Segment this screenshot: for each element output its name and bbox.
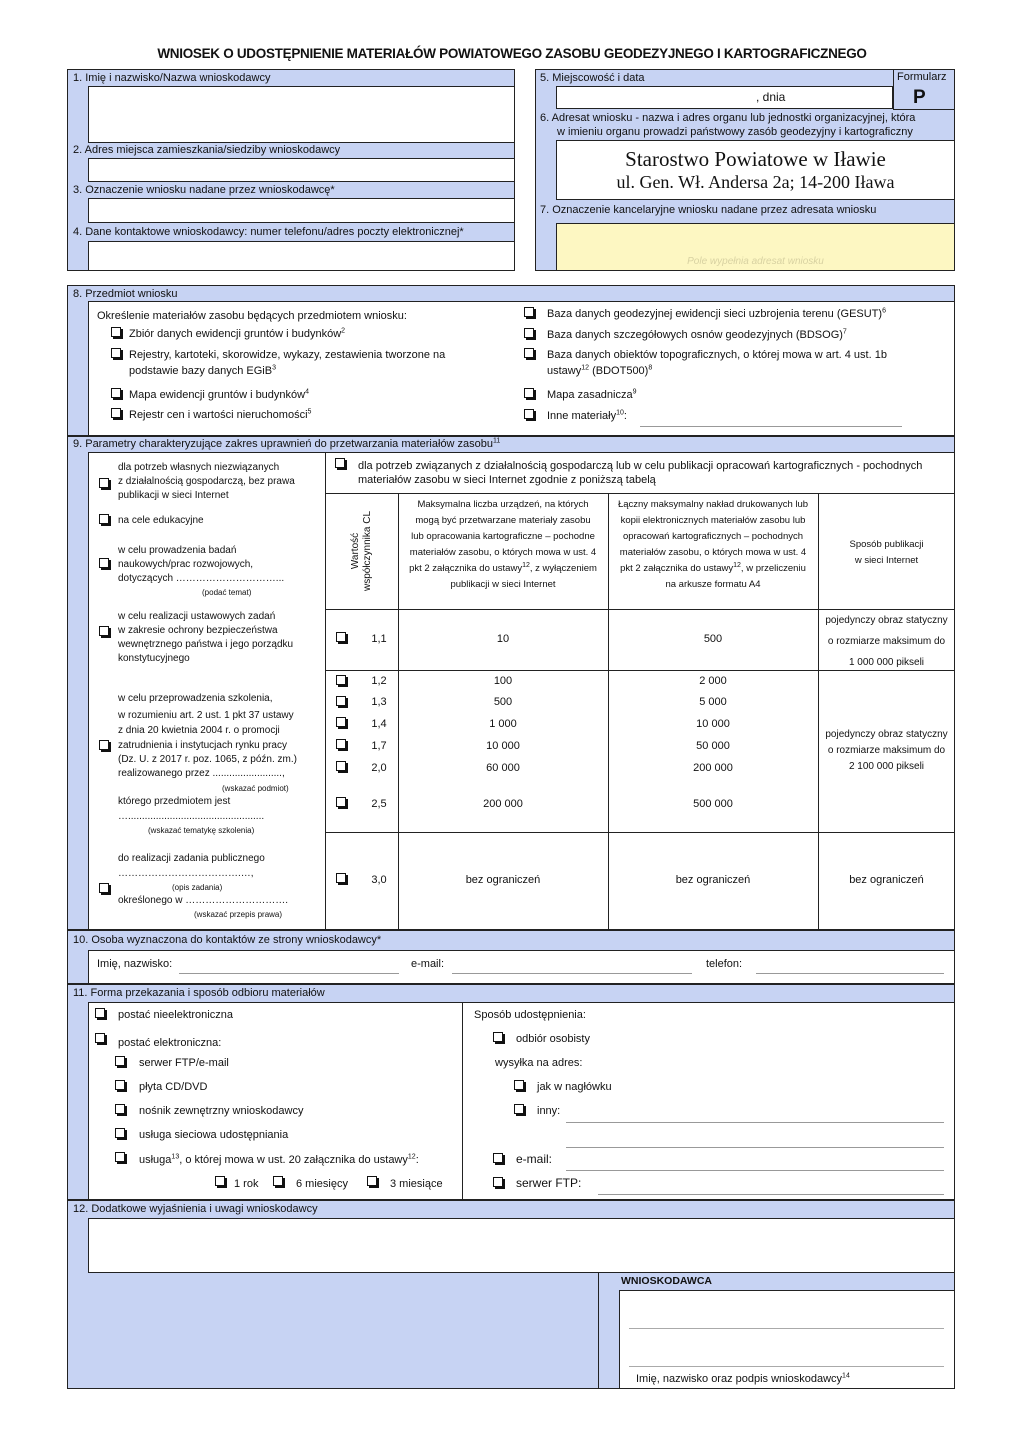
field-4-label: 4. Dane kontaktowe wnioskodawcy: numer telefonu/adres poczty elektronicznej* <box>73 226 464 238</box>
form-external-media: nośnik zewnętrzny wnioskodawcy <box>139 1105 304 1117</box>
purpose-training-4: zatrudnienia i instytucjach rynku pracy <box>118 740 287 751</box>
applicant-name-input[interactable] <box>88 86 515 143</box>
purpose-security-1: w celu realizacji ustawowych zadań <box>118 611 276 622</box>
checkbox-cl-1-7[interactable] <box>336 739 346 749</box>
field-6-label-line2: w imieniu organu prowadzi państwowy zasób geodezyjny i kartograficzny <box>557 126 913 138</box>
checkbox-other-materials[interactable] <box>524 409 534 419</box>
email-delivery-input[interactable] <box>566 1170 944 1171</box>
applicant-column-divider <box>598 1273 599 1389</box>
purpose-research-hint: (podać temat) <box>202 588 252 597</box>
purpose-training-8: …................................................. <box>118 811 265 822</box>
form-service: usługa$^{13}$, o której mowa w ust. 20 załącznika do ustawy$^{12}$: <box>139 1153 419 1166</box>
checkbox-service[interactable] <box>115 1152 125 1162</box>
other-address-input-2[interactable] <box>566 1147 944 1148</box>
print-value: 50 000 <box>696 740 730 752</box>
purpose-training-2: w rozumieniu art. 2 ust. 1 pkt 37 ustawy <box>118 710 294 721</box>
checkbox-6-months[interactable] <box>273 1176 283 1186</box>
checkbox-cl-2-5[interactable] <box>336 797 346 807</box>
item-egib: Zbiór danych ewidencji gruntów i budynków$^2$ <box>129 327 346 340</box>
cl-value: 1,4 <box>371 718 387 730</box>
checkbox-3-months[interactable] <box>367 1176 377 1186</box>
purpose-research-2: naukowych/prac rozwojowych, <box>118 559 254 570</box>
checkbox-as-header[interactable] <box>514 1080 524 1090</box>
purpose-training-1: w celu przeprowadzenia szkolenia, <box>118 693 273 704</box>
ftp-server-input[interactable] <box>598 1194 944 1195</box>
checkbox-paper[interactable] <box>95 1008 105 1018</box>
devices-value: 200 000 <box>483 798 523 810</box>
checkbox-cd-dvd[interactable] <box>115 1080 125 1090</box>
checkbox-egib-map[interactable] <box>111 388 121 398</box>
other-materials-input[interactable] <box>640 426 902 427</box>
form-network-service: usługa sieciowa udostępniania <box>139 1129 289 1141</box>
purpose-own-1: dla potrzeb własnych niezwiązanych <box>118 462 280 473</box>
method-as-header: jak w nagłówku <box>537 1081 612 1093</box>
table-row-sep-2 <box>325 832 955 833</box>
purpose-business-1: dla potrzeb związanych z działalnością gospodarczą lub w celu publikacji opracowań kartograficznych - pochodnych <box>358 460 923 472</box>
item-registers: Rejestry, kartoteki, skorowidze, wykazy, zestawienia tworzone na <box>129 349 446 361</box>
checkbox-pickup[interactable] <box>493 1032 503 1042</box>
cl-value: 1,1 <box>371 633 387 645</box>
field-6-label-line1: 6. Adresat wniosku - nazwa i adres organu lub jednostki organizacyjnej, która <box>540 112 916 124</box>
signature-caption: Imię, nazwisko oraz podpis wnioskodawcy$^{14}$ <box>636 1372 850 1385</box>
print-value: 500 000 <box>693 798 733 810</box>
item-base-map: Mapa zasadnicza$^9$ <box>547 388 637 401</box>
cl-value: 1,7 <box>371 740 387 752</box>
purpose-own-2: z działalnością gospodarczą, bez prawa <box>118 476 295 487</box>
devices-value: 10 000 <box>486 740 520 752</box>
col-header-devices: Maksymalna liczba urządzeń, na których mogą być przetwarzane materiały zasobu lub opracowania kartograficzne – pochodne materiałów zasobu, o których mowa w ust. 4 pkt 2 załącznika do ustawy$^{12}$, z wyłączeniem publikacji w sieci Internet <box>409 499 597 590</box>
checkbox-research[interactable] <box>99 558 109 568</box>
purpose-training-hint-2: (wskazać tematykę szkolenia) <box>148 826 255 835</box>
contact-phone-input[interactable] <box>756 973 944 974</box>
checkbox-security[interactable] <box>99 626 109 636</box>
contact-phone-label: telefon: <box>706 958 743 970</box>
cl-value: 3,0 <box>371 874 387 886</box>
print-value: 5 000 <box>699 696 727 708</box>
item-bdsog: Baza danych szczegółowych osnów geodezyjnych (BDSOG)$^7$ <box>547 328 847 341</box>
checkbox-own-use[interactable] <box>99 478 109 488</box>
devices-value: 60 000 <box>486 762 520 774</box>
materials-intro: Określenie materiałów zasobu będących przedmiotem wniosku: <box>97 310 407 322</box>
purpose-training-5: (Dz. U. z 2017 r. poz. 1065, z późn. zm.) <box>118 754 297 765</box>
purpose-own-3: publikacji w sieci Internet <box>118 490 229 501</box>
form-code: P <box>913 87 926 108</box>
applicant-reference-input[interactable] <box>88 198 515 223</box>
checkbox-price-register[interactable] <box>111 408 121 418</box>
office-reference-placeholder: Pole wypełnia adresat wniosku <box>687 256 824 267</box>
print-value: 10 000 <box>696 718 730 730</box>
purpose-public-hint-2: (wskazać przepis prawa) <box>194 910 283 919</box>
cl-value: 2,0 <box>371 762 387 774</box>
form-paper: postać nieelektroniczna <box>118 1009 233 1021</box>
purpose-public-hint-1: (opis zadania) <box>172 883 223 892</box>
field-5-label: 5. Miejscowość i data <box>540 72 645 84</box>
checkbox-cl-2-0[interactable] <box>336 761 346 771</box>
item-gesut: Baza danych geodezyjnej ewidencji sieci uzbrojenia terenu (GESUT)$^6$ <box>547 307 886 320</box>
section-10-header: 10. Osoba wyznaczona do kontaktów ze strony wnioskodawcy* <box>73 934 382 946</box>
purpose-training-6: realizowanego przez ........................., <box>118 768 285 779</box>
checkbox-bdot500[interactable] <box>524 348 534 358</box>
col-header-print: Łączny maksymalny nakład drukowanych lub kopii elektronicznych materiałów zasobu lub opracowań kartograficznych – pochodnych materiałów zasobu, o których mowa w ust. 4 pkt 2 załącznika do ustawy$^{12}$, w przeliczeniu na arkusze formatu A4 <box>617 499 809 590</box>
item-egib-map: Mapa ewidencji gruntów i budynków$^4$ <box>129 388 310 401</box>
purpose-research-3: dotyczących …………………………... <box>118 573 285 584</box>
place-date-input[interactable] <box>556 86 893 109</box>
period-6-months: 6 miesięcy <box>296 1178 348 1190</box>
checkbox-egib[interactable] <box>111 327 121 337</box>
form-ftp-email: serwer FTP/e-mail <box>139 1057 229 1069</box>
devices-value: 10 <box>496 633 510 645</box>
method-other-address: inny: <box>537 1105 561 1117</box>
publication-limit-2m: pojedynczy obraz statyczny o rozmiarze maksimum do 2 100 000 pikseli <box>825 729 948 772</box>
field-7-label: 7. Oznaczenie kancelaryjne wniosku nadane przez adresata wniosku <box>540 204 877 216</box>
purpose-research-1: w celu prowadzenia badań <box>118 545 237 556</box>
checkbox-public-task[interactable] <box>99 883 109 893</box>
purpose-security-3: wewnętrznego państwa i jego porządku <box>118 639 294 650</box>
item-other-materials: Inne materiały$^{10}$: <box>547 409 627 422</box>
devices-value: bez ograniczeń <box>465 874 541 886</box>
checkbox-cl-1-3[interactable] <box>336 696 346 706</box>
checkbox-electronic[interactable] <box>95 1033 105 1043</box>
col-header-publication: Sposób publikacji w sieci Internet <box>849 539 924 566</box>
other-address-input-1[interactable] <box>566 1122 944 1123</box>
purpose-public-2: ……………………………….…, <box>118 868 254 879</box>
purpose-business-2: materiałów zasobu w sieci Internet zgodnie z poniższą tabelą <box>358 474 656 486</box>
checkbox-training[interactable] <box>99 740 109 750</box>
checkbox-cl-1-1[interactable] <box>336 632 346 642</box>
section-12-header: 12. Dodatkowe wyjaśnienia i uwagi wnioskodawcy <box>73 1203 318 1215</box>
method-pickup: odbiór osobisty <box>516 1033 590 1045</box>
checkbox-ftp-server[interactable] <box>493 1177 503 1187</box>
item-bdot500: Baza danych obiektów topograficznych, o której mowa w art. 4 ust. 1b <box>547 349 887 361</box>
checkbox-other-address[interactable] <box>514 1104 524 1114</box>
devices-value: 500 <box>493 696 513 708</box>
checkbox-education[interactable] <box>99 514 109 524</box>
purpose-education: na cele edukacyjne <box>118 515 204 526</box>
purpose-security-4: konstytucyjnego <box>118 653 190 664</box>
section-9-header: 9. Parametry charakteryzujące zakres uprawnień do przetwarzania materiałów zasobu$^{11}$ <box>73 437 501 450</box>
checkbox-external-media[interactable] <box>115 1104 125 1114</box>
devices-value: 1 000 <box>489 718 517 730</box>
method-ftp-server: serwer FTP: <box>516 1176 582 1190</box>
item-price-register: Rejestr cen i wartości nieruchomości$^5$ <box>129 408 312 421</box>
field-2-label: 2. Adres miejsca zamieszkania/siedziby wnioskodawcy <box>73 144 341 156</box>
checkbox-cl-3-0[interactable] <box>336 873 346 883</box>
method-label: Sposób udostępnienia: <box>474 1009 586 1021</box>
applicant-contact-input[interactable] <box>88 241 515 271</box>
cl-value: 2,5 <box>371 798 387 810</box>
contact-name-input[interactable] <box>179 973 399 974</box>
purpose-public-3: określonego w …………………………. <box>118 895 289 906</box>
date-suffix: , dnia <box>756 90 786 104</box>
cl-value: 1,2 <box>371 675 387 687</box>
method-shipping: wysyłka na adres: <box>495 1057 583 1069</box>
purpose-public-1: do realizacji zadania publicznego <box>118 853 265 864</box>
checkbox-1-year[interactable] <box>215 1176 225 1186</box>
signature-line-1 <box>629 1328 944 1329</box>
checkbox-network-service[interactable] <box>115 1128 125 1138</box>
print-value: 2 000 <box>699 675 727 687</box>
contact-email-label: e-mail: <box>411 958 445 970</box>
field-1-label: 1. Imię i nazwisko/Nazwa wnioskodawcy <box>73 72 271 84</box>
devices-value: 100 <box>493 675 513 687</box>
publication-unlimited: bez ograniczeń <box>849 874 924 886</box>
contact-name-label: Imię, nazwisko: <box>97 958 173 970</box>
checkbox-base-map[interactable] <box>524 388 534 398</box>
office-address: ul. Gen. Wł. Andersa 2a; 14-200 Iława <box>616 172 895 192</box>
purpose-training-hint-1: (wskazać podmiot) <box>222 784 289 793</box>
checkbox-gesut[interactable] <box>524 307 534 317</box>
checkbox-email-delivery[interactable] <box>493 1153 503 1163</box>
item-registers-line2: podstawie bazy danych EGiB$^3$ <box>129 364 276 377</box>
publication-limit-1m: pojedynczy obraz statyczny o rozmiarze maksimum do 1 000 000 pikseli <box>825 615 948 668</box>
table-header-top <box>325 493 955 494</box>
signature-line-2 <box>629 1366 944 1367</box>
method-email: e-mail: <box>516 1152 553 1166</box>
cl-value: 1,3 <box>371 696 387 708</box>
applicant-address-input[interactable] <box>88 158 515 182</box>
print-value: 500 <box>703 633 723 645</box>
page-title: WNIOSEK O UDOSTĘPNIENIE MATERIAŁÓW POWIATOWEGO ZASOBU GEODEZYJNEGO I KARTOGRAFICZNEGO <box>157 46 867 61</box>
period-3-months: 3 miesiące <box>390 1178 443 1190</box>
checkbox-business[interactable] <box>335 458 345 468</box>
field-3-label: 3. Oznaczenie wniosku nadane przez wnioskodawcę* <box>73 184 335 196</box>
print-value: 200 000 <box>693 762 733 774</box>
checkbox-bdsog[interactable] <box>524 328 534 338</box>
section-11-header: 11. Forma przekazania i sposób odbioru materiałów <box>73 987 325 999</box>
form-electronic: postać elektroniczna: <box>118 1037 222 1049</box>
form-cd-dvd: płyta CD/DVD <box>139 1081 208 1093</box>
section-8-header: 8. Przedmiot wniosku <box>73 288 178 300</box>
section-10-body <box>88 950 955 984</box>
col-header-cl: Wartość współczynnika CL <box>349 510 373 592</box>
checkbox-registers[interactable] <box>111 348 121 358</box>
checkbox-ftp-email[interactable] <box>115 1056 125 1066</box>
section-11-divider <box>462 1002 463 1200</box>
print-value: bez ograniczeń <box>675 874 751 886</box>
checkbox-cl-1-4[interactable] <box>336 717 346 727</box>
purpose-training-3: z dnia 20 kwietnia 2004 r. o promocji <box>118 725 280 736</box>
office-name: Starostwo Powiatowe w Iławie <box>625 147 886 171</box>
contact-email-input[interactable] <box>452 973 692 974</box>
purpose-training-7: którego przedmiotem jest <box>118 796 231 807</box>
checkbox-cl-1-2[interactable] <box>336 675 346 685</box>
applicant-label: WNIOSKODAWCA <box>621 1275 712 1287</box>
period-1-year: 1 rok <box>234 1178 259 1190</box>
remarks-input[interactable] <box>88 1218 955 1273</box>
form-label: Formularz <box>897 71 947 83</box>
purpose-security-2: w zakresie ochrony bezpieczeństwa <box>118 625 278 636</box>
item-bdot500-line2: ustawy$^{12}$ (BDOT500)$^8$ <box>547 364 653 377</box>
